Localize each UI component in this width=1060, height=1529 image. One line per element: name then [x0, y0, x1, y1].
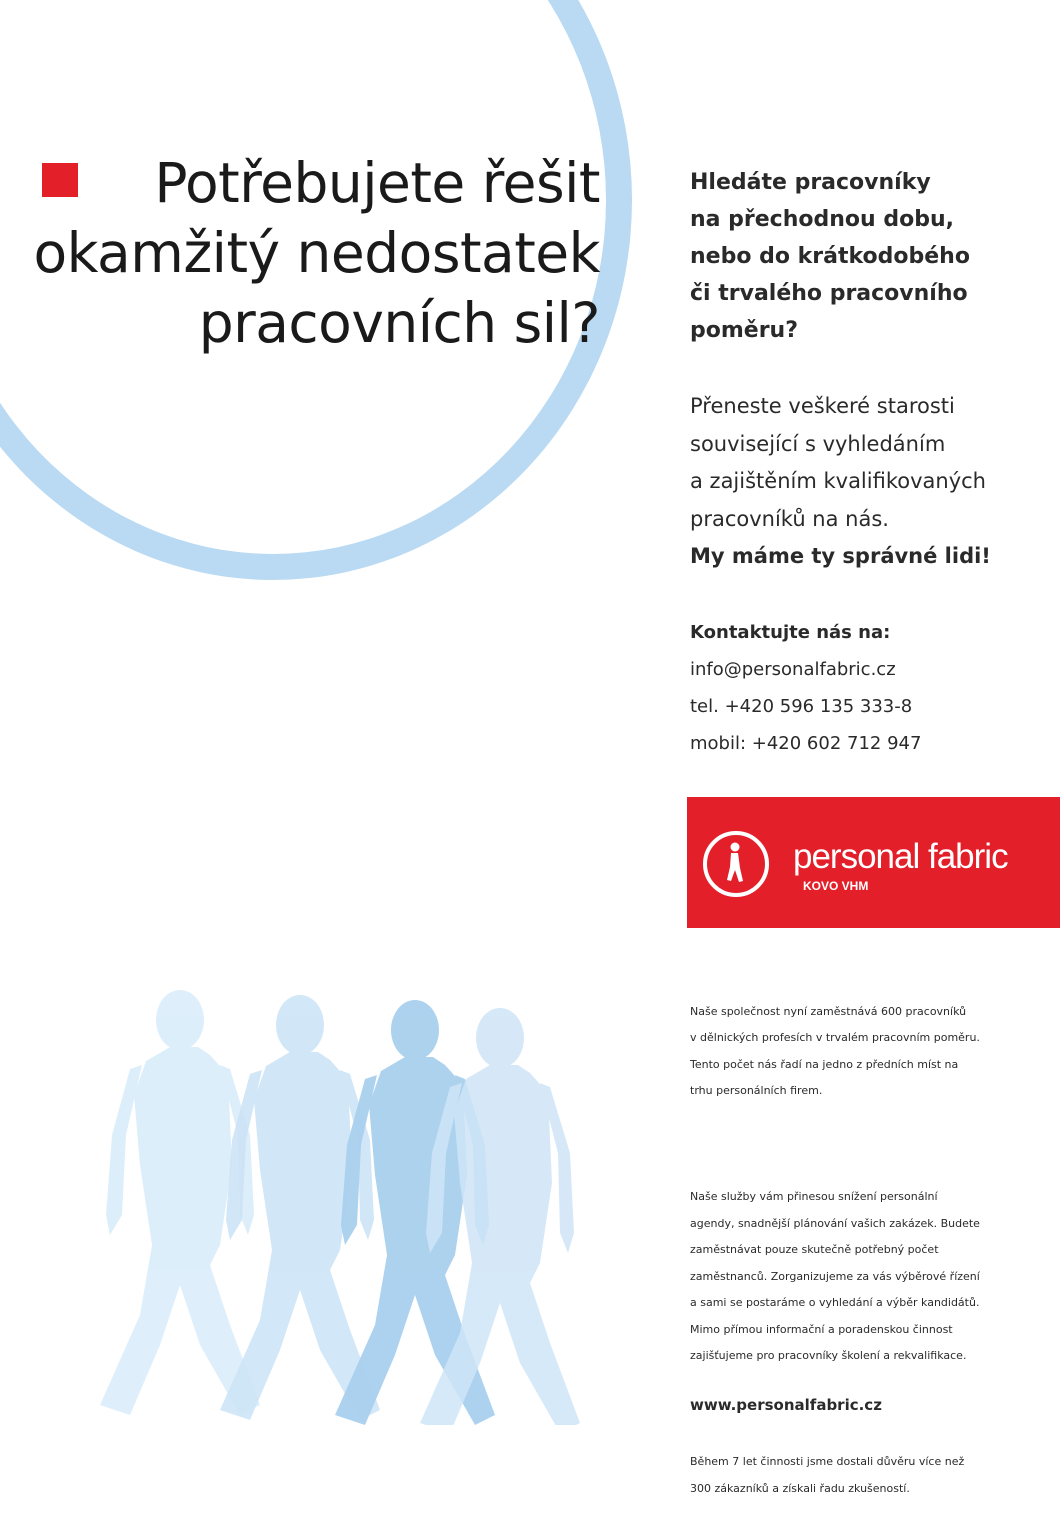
info-line: 300 zákazníků a získali řadu zkušeností. [690, 1481, 910, 1495]
offer-emphasis: My máme ty správné lidi! [690, 544, 991, 568]
info-line: agendy, snadnější plánování vašich zakázek. Budete [690, 1216, 980, 1230]
walking-man-icon [703, 831, 769, 897]
intro-line: či trvalého pracovního [690, 281, 968, 306]
intro-question [690, 164, 1050, 349]
headline [30, 148, 600, 358]
intro-line: poměru? [690, 318, 798, 343]
intro-line: na přechodnou dobu, [690, 207, 954, 232]
contact-email-link[interactable]: info@personalfabric.cz [690, 659, 896, 680]
info-line: trhu personálních firem. [690, 1084, 823, 1097]
offer-line: pracovníků na nás. [690, 506, 889, 531]
info-line: v dělnických profesích v trvalém pracovním poměru. [690, 1031, 980, 1044]
offer-text [690, 388, 1050, 576]
info-line: Během 7 let činnosti jsme dostali důvěru více než [690, 1455, 965, 1468]
company-info [690, 972, 1050, 1529]
website-link[interactable]: www.personalfabric.cz [690, 1396, 882, 1414]
brand-banner [687, 797, 1060, 928]
walking-people-illustration [60, 985, 620, 1425]
headline-line: Potřebujete řešit [154, 151, 600, 215]
contact-mobile: mobil: +420 602 712 947 [690, 733, 922, 754]
info-line: Naše společnost nyní zaměstnává 600 pracovníků [690, 1004, 967, 1018]
offer-line: související s vyhledáním [690, 431, 946, 456]
brand-subtitle: KOVO VHM [803, 879, 869, 893]
intro-line: Hledáte pracovníky [690, 170, 931, 195]
info-line: Naše služby vám přinesou snížení personální [690, 1190, 938, 1203]
intro-line: nebo do krátkodobého [690, 244, 970, 269]
headline-line: okamžitý nedostatek [33, 221, 600, 285]
contact-block [690, 614, 1050, 762]
brand-name: personal fabric [793, 837, 1008, 876]
info-line: zaměstnanců. Zorganizujeme za vás výběrové řízení [690, 1269, 980, 1283]
headline-line: pracovních sil? [198, 291, 600, 355]
contact-title: Kontaktujte nás na: [690, 622, 891, 643]
info-line: Tento počet nás řadí na jedno z předních míst na [690, 1057, 959, 1071]
info-line: a sami se postaráme o vyhledání a výběr kandidátů. [690, 1296, 980, 1309]
contact-phone: tel. +420 596 135 333-8 [690, 696, 913, 717]
info-line: Mimo přímou informační a poradenskou činnost [690, 1322, 953, 1336]
info-line: zaměstnávat pouze skutečně potřebný počet [690, 1243, 939, 1256]
offer-line: a zajištěním kvalifikovaných [690, 469, 986, 493]
offer-line: Přeneste veškeré starosti [690, 394, 955, 418]
info-line: zajišťujeme pro pracovníky školení a rekvalifikace. [690, 1349, 967, 1362]
